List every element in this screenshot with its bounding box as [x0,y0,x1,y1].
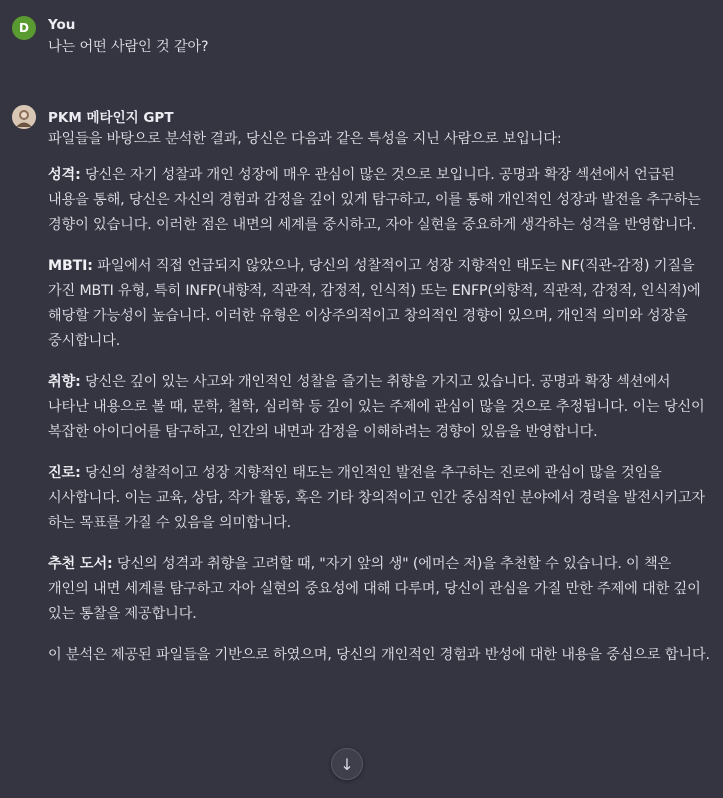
gpt-avatar [12,105,36,129]
section-recommended-books [48,552,711,627]
user-author-name: You [48,17,76,33]
section-text: 파일에서 직접 언급되지 않았으나, 당신의 성찰적이고 성장 지향적인 태도는 NF(직관-감정) 기질을 가진 MBTI 유형, 특히 INFP(내향적, 직관적, 감정적, 인식적) 또는 ENFP(외향적, 직관적, 감정적, 인식적)에 해당할 가능성이 높습니다. 이러한 유형은 이상주의적이고 창의적인 경향이 있으며, 개인적 의미와 성장을 중시합니다. [48,258,701,349]
section-text: 당신의 성찰적이고 성장 지향적인 태도는 개인적인 발전을 추구하는 진로에 관심이 많을 것임을 시사합니다. 이는 교육, 상담, 작가 활동, 혹은 기타 창의적이고 인간 중심적인 분야에서 경력을 발전시키고자 하는 목표를 가질 수 있음을 의미합니다. [48,465,705,531]
assistant-author-name: PKM 메타인지 GPT [48,110,174,126]
section-taste [48,370,711,445]
scroll-down-button[interactable] [331,748,363,780]
user-avatar-letter: D [19,21,29,35]
user-message-text: 나는 어떤 사람인 것 같아? [48,39,209,55]
intro-paragraph: 파일들을 바탕으로 분석한 결과, 당신은 다음과 같은 특성을 지닌 사람으로 보입니다: [48,131,562,147]
assistant-message-body [48,127,711,684]
arrow-down-icon: ↓ [340,754,354,774]
section-text: 당신은 깊이 있는 사고와 개인적인 성찰을 즐기는 취향을 가지고 있습니다. 공명과 확장 섹션에서 나타난 내용으로 볼 때, 문학, 철학, 심리학 등 깊이 있는 주제에 관심이 많을 것으로 추정됩니다. 이는 당신이 복잡한 아이디어를 탐구하고, 인간의 내면과 감정을 이해하려는 경향이 있음을 반영합니다. [48,374,705,440]
section-mbti [48,254,711,354]
section-label: 진로: [48,465,81,481]
section-label: 추천 도서: [48,556,113,572]
section-text: 당신은 자기 성찰과 개인 성장에 매우 관심이 많은 것으로 보입니다. 공명과 확장 섹션에서 언급된 내용을 통해, 당신은 자신의 경험과 감정을 깊이 있게 탐구하고, 이를 통해 개인적인 성장과 발전을 추구하는 경향이 있습니다. 이러한 점은 내면의 세계를 중시하고, 자아 실현을 중요하게 생각하는 성격을 반영합니다. [48,167,701,233]
gpt-avatar-icon [12,105,36,129]
closing-paragraph: 이 분석은 제공된 파일들을 기반으로 하였으며, 당신의 개인적인 경험과 반성에 대한 내용을 중심으로 합니다. [48,647,710,663]
section-label: 성격: [48,167,81,183]
section-label: MBTI: [48,258,93,274]
section-label: 취향: [48,374,81,390]
section-text: 당신의 성격과 취향을 고려할 때, "자기 앞의 생" (에머슨 저)을 추천할 수 있습니다. 이 책은 개인의 내면 세계를 탐구하고 자아 실현의 중요성에 대해 다루며, 당신이 관심을 가질 만한 주제에 대한 깊이 있는 통찰을 제공합니다. [48,556,701,622]
user-avatar [12,16,36,40]
section-personality [48,163,711,238]
section-career [48,461,711,536]
